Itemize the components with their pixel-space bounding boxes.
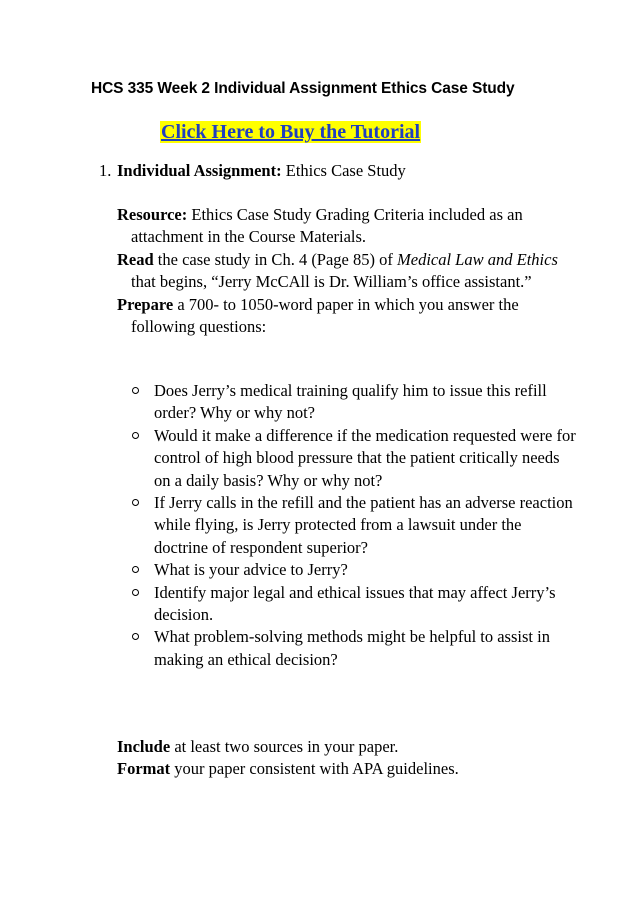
prepare-paragraph xyxy=(117,294,577,339)
document-title: HCS 335 Week 2 Individual Assignment Ethics Case Study xyxy=(91,80,515,97)
instructions-block xyxy=(117,204,577,338)
book-title: Medical Law and Ethics xyxy=(397,249,558,269)
question-item xyxy=(117,380,577,425)
format-text: your paper consistent with APA guidelines. xyxy=(170,759,459,779)
question-text: What problem-solving methods might be helpful to assist in making an ethical decision? xyxy=(154,627,550,669)
circle-bullet-icon xyxy=(132,499,139,506)
questions-list xyxy=(117,380,577,671)
item-heading-rest: Ethics Case Study xyxy=(281,161,406,180)
format-paragraph xyxy=(117,758,577,780)
include-paragraph xyxy=(117,736,577,758)
resource-text: Ethics Case Study Grading Criteria included as an attachment in the Course Materials. xyxy=(131,205,523,247)
question-item xyxy=(117,626,577,671)
question-item xyxy=(117,559,577,581)
question-text: Does Jerry’s medical training qualify him to issue this refill order? Why or why not? xyxy=(154,381,547,423)
read-label: Read xyxy=(117,249,154,269)
read-paragraph xyxy=(117,249,577,294)
circle-bullet-icon xyxy=(132,387,139,394)
question-item xyxy=(117,425,577,492)
question-text: Identify major legal and ethical issues that may affect Jerry’s decision. xyxy=(154,582,556,625)
circle-bullet-icon xyxy=(132,589,139,596)
closing-block xyxy=(117,736,577,781)
question-item xyxy=(117,582,577,627)
buy-tutorial-link[interactable]: Click Here to Buy the Tutorial xyxy=(161,121,421,143)
include-label: Include xyxy=(117,737,171,756)
prepare-text: a 700- to 1050-word paper in which you answer the following questions: xyxy=(131,294,519,337)
circle-bullet-icon xyxy=(132,566,139,573)
question-text: If Jerry calls in the refill and the patient has an adverse reaction while flying, is Jerry protected from a lawsuit under the doctrine of respondent superior? xyxy=(154,493,573,557)
resource-paragraph xyxy=(117,204,577,249)
question-text: What is your advice to Jerry? xyxy=(154,560,348,580)
tutorial-link-wrapper xyxy=(160,121,421,144)
resource-label: Resource: xyxy=(117,205,188,224)
read-text-after: that begins, “Jerry McCAll is Dr. William’s office assistant.” xyxy=(131,272,532,292)
item-number: 1. xyxy=(99,161,112,180)
item-heading-label: Individual Assignment: xyxy=(117,161,282,180)
read-text-before: the case study in Ch. 4 (Page 85) of xyxy=(153,249,397,269)
include-text: at least two sources in your paper. xyxy=(170,737,399,756)
question-item xyxy=(117,492,577,559)
question-text: Would it make a difference if the medication requested were for control of high blood pressure that the patient critically needs on a daily basis? Why or why not? xyxy=(154,425,576,490)
circle-bullet-icon xyxy=(132,432,139,439)
prepare-label: Prepare xyxy=(117,294,174,314)
assignment-heading xyxy=(99,160,406,182)
circle-bullet-icon xyxy=(132,633,139,640)
format-label: Format xyxy=(117,759,171,779)
